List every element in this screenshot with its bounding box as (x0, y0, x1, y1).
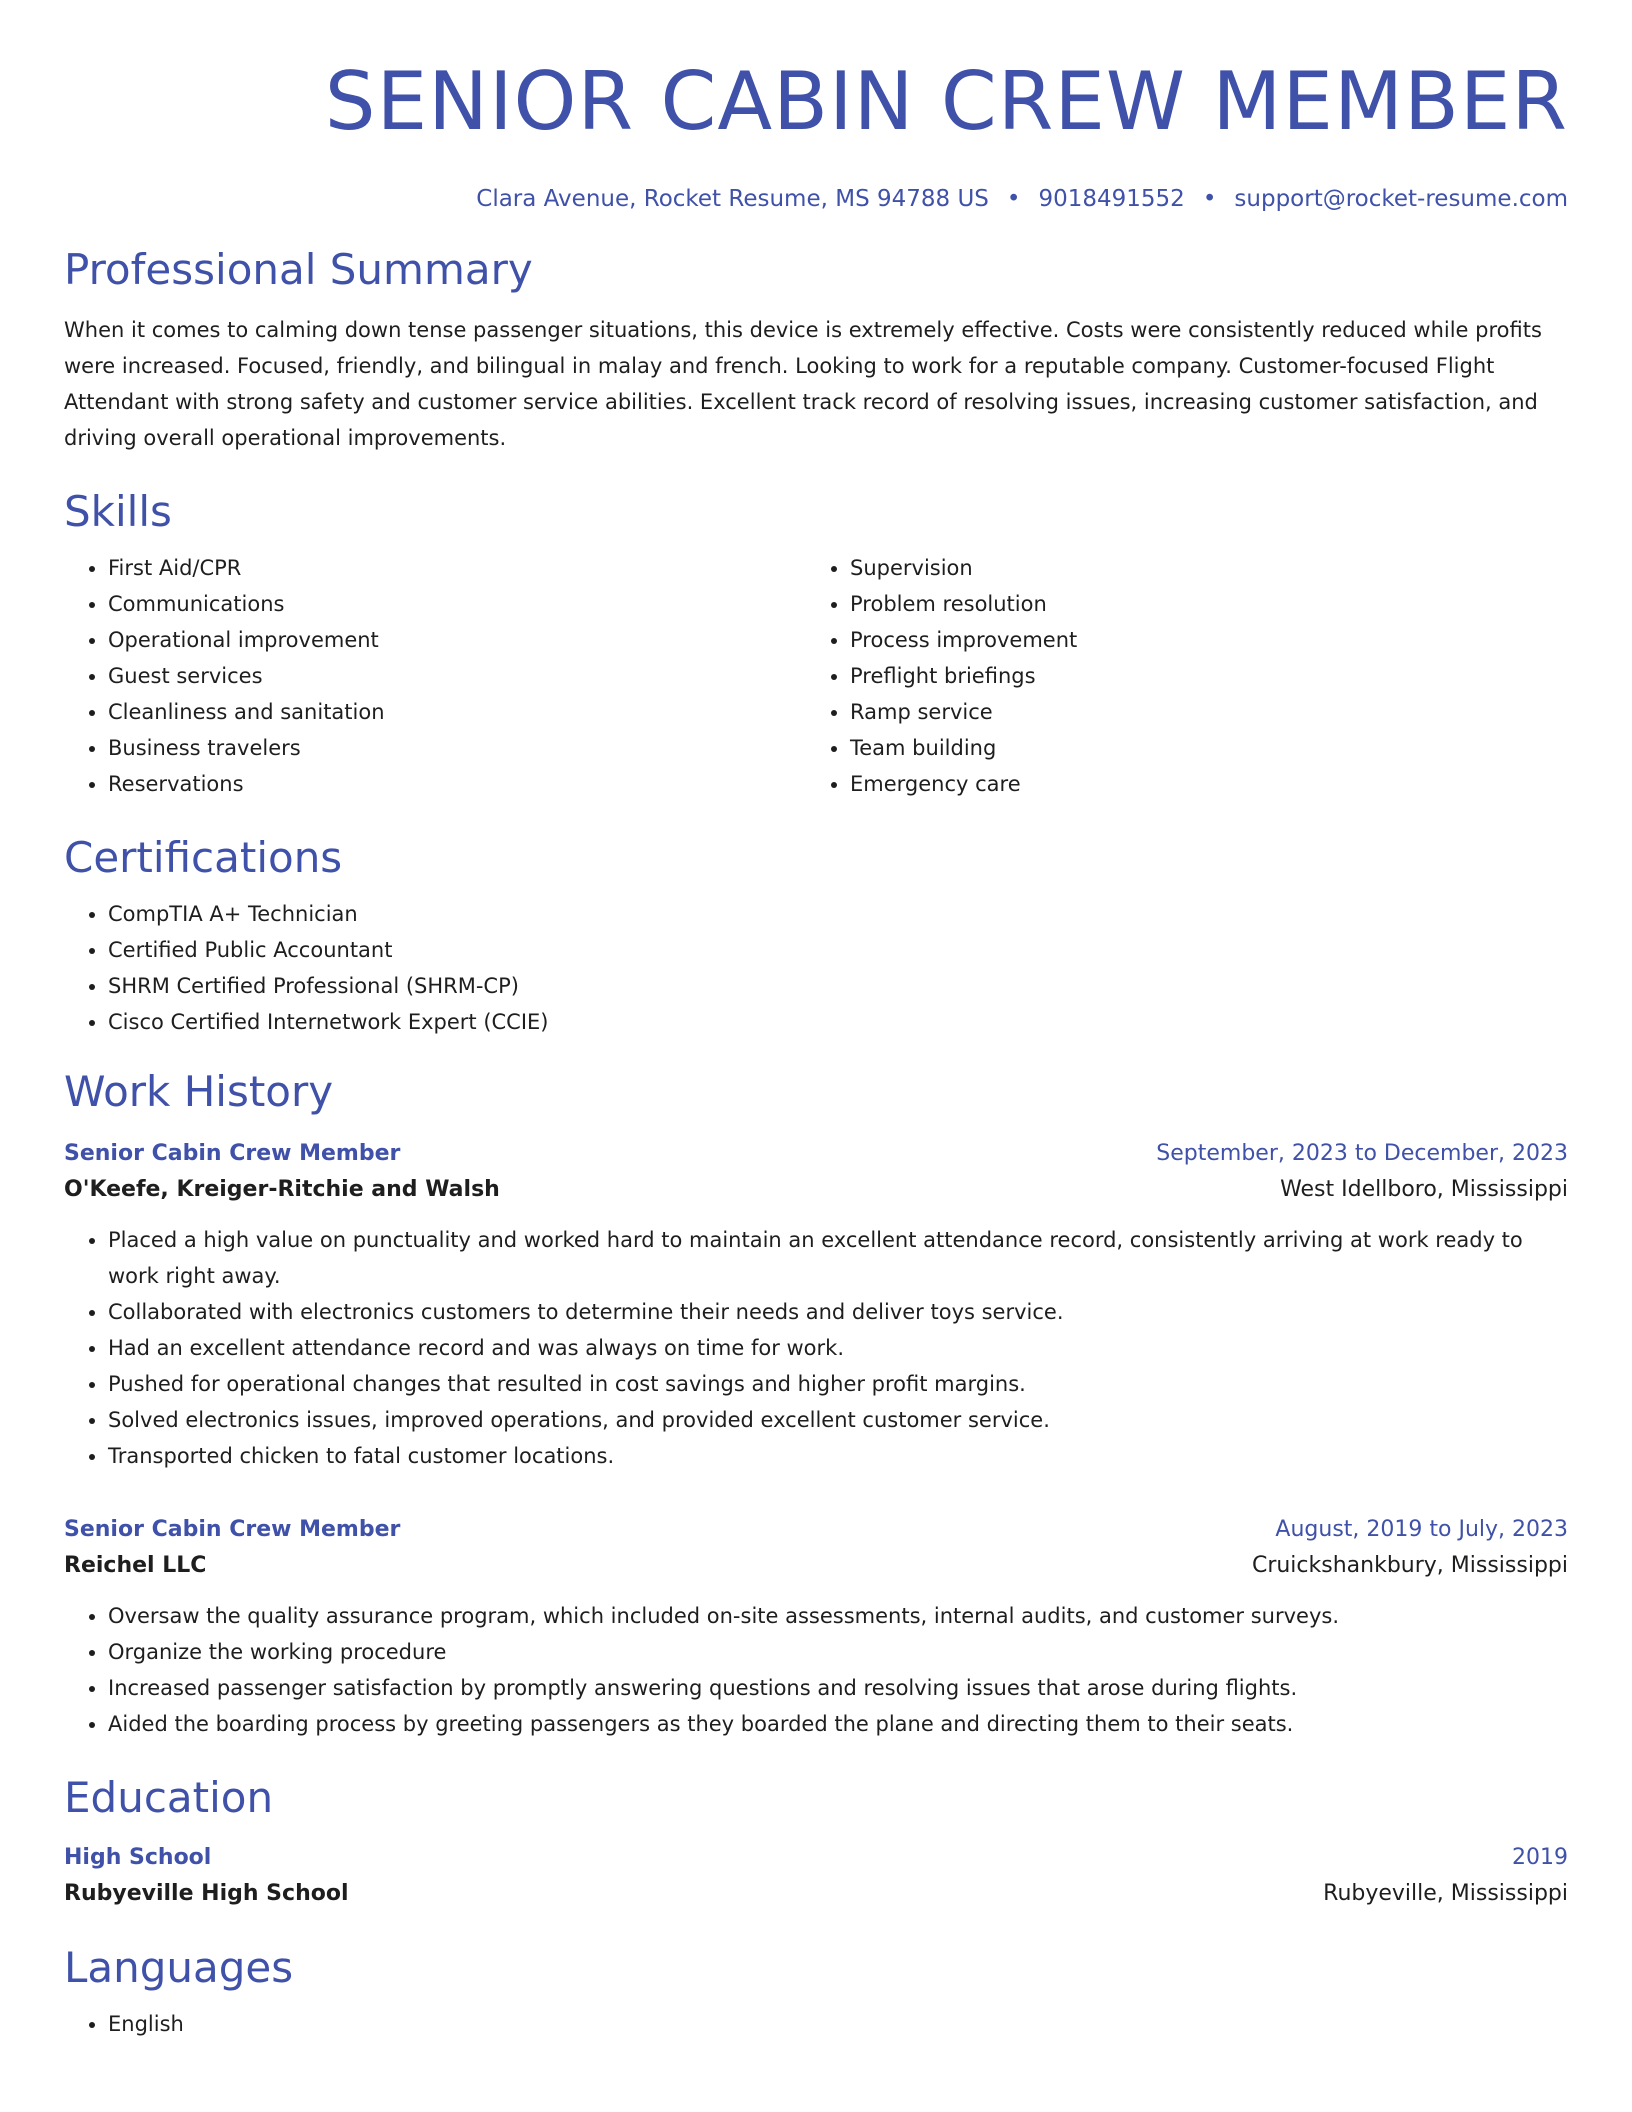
skill-item: • Team building (850, 730, 1548, 766)
education-degree: High School (64, 1845, 212, 1870)
skill-item: • Cleanliness and sanitation (108, 694, 806, 730)
skill-item: • Operational improvement (108, 622, 806, 658)
education-entry (64, 1842, 1568, 1914)
job-title: Senior Cabin Crew Member (64, 1517, 401, 1542)
job-bullets (64, 1222, 1568, 1474)
language-item: • English (108, 2006, 1568, 2042)
job-bullet: • Organize the working procedure (108, 1634, 1568, 1670)
skill-item: • Problem resolution (850, 586, 1548, 622)
job-company-row (64, 1170, 1568, 1210)
languages-list (64, 2006, 1568, 2042)
job-title-row (64, 1138, 1568, 1170)
skills-column-right (806, 550, 1548, 802)
job-location: Cruickshankbury, Mississippi (1251, 1553, 1568, 1578)
summary-section (64, 244, 1568, 456)
education-degree-row (64, 1842, 1568, 1874)
job-entry (64, 1514, 1568, 1742)
section-heading-summary: Professional Summary (64, 245, 533, 294)
contact-address: Clara Avenue, Rocket Resume, MS 94788 US (476, 186, 989, 212)
languages-section (64, 1942, 1568, 2042)
certification-item: • SHRM Certified Professional (SHRM-CP) (108, 968, 1568, 1004)
job-dates: September, 2023 to December, 2023 (1156, 1141, 1568, 1166)
skills-grid (64, 550, 1568, 802)
job-bullet: • Pushed for operational changes that resulted in cost savings and higher profit margins. (108, 1366, 1568, 1402)
resume-header (64, 0, 1568, 214)
education-location: Rubyeville, Mississippi (1323, 1881, 1568, 1906)
resume-page (64, 0, 1568, 2042)
job-bullet: • Had an excellent attendance record and was always on time for work. (108, 1330, 1568, 1366)
job-location: West Idellboro, Mississippi (1280, 1177, 1568, 1202)
education-year: 2019 (1512, 1845, 1568, 1870)
job-bullet: • Oversaw the quality assurance program, which included on-site assessments, internal audits, and customer surveys. (108, 1598, 1568, 1634)
job-bullet: • Collaborated with electronics customers to determine their needs and deliver toys service. (108, 1294, 1568, 1330)
job-company-row (64, 1546, 1568, 1586)
section-heading-work-history: Work History (64, 1067, 334, 1116)
page-title: SENIOR CABIN CREW MEMBER (324, 55, 1568, 148)
job-title-row (64, 1514, 1568, 1546)
contact-line (64, 184, 1568, 214)
skill-item: • Preflight briefings (850, 658, 1548, 694)
skill-item: • Process improvement (850, 622, 1548, 658)
skill-item: • Guest services (108, 658, 806, 694)
section-heading-education: Education (64, 1773, 274, 1822)
job-bullet: • Solved electronics issues, improved operations, and provided excellent customer service. (108, 1402, 1568, 1438)
work-history-section (64, 1066, 1568, 1742)
skill-item: • Ramp service (850, 694, 1548, 730)
section-heading-certifications: Certifications (64, 833, 343, 882)
skill-item: • Supervision (850, 550, 1548, 586)
job-bullet: • Transported chicken to fatal customer locations. (108, 1438, 1568, 1474)
skills-section (64, 486, 1568, 802)
contact-separator: • (1202, 186, 1217, 212)
job-company: Reichel LLC (64, 1553, 207, 1578)
job-dates: August, 2019 to July, 2023 (1275, 1517, 1568, 1542)
certification-item: • Cisco Certified Internetwork Expert (CCIE) (108, 1004, 1568, 1040)
skill-item: • Communications (108, 586, 806, 622)
skill-item: • Business travelers (108, 730, 806, 766)
job-company: O'Keefe, Kreiger-Ritchie and Walsh (64, 1177, 500, 1202)
certification-item: • CompTIA A+ Technician (108, 896, 1568, 932)
skills-list-right (806, 550, 1548, 802)
certifications-list (64, 896, 1568, 1040)
skills-column-left (64, 550, 806, 802)
certification-item: • Certified Public Accountant (108, 932, 1568, 968)
contact-email: support@rocket-resume.com (1234, 186, 1568, 212)
skill-item: • First Aid/CPR (108, 550, 806, 586)
summary-text: When it comes to calming down tense passenger situations, this device is extremely effective. Costs were consistently reduced while profits were increased. Focused, friendly, and bilingual in malay and french. Looking to work for a reputable company. Customer-focused Flight Attendant with strong safety and customer service abilities. Excellent track record of resolving issues, increasing customer satisfaction, and driving overall operational improvements. (64, 318, 1542, 450)
skills-list-left (64, 550, 806, 802)
job-bullet: • Aided the boarding process by greeting passengers as they boarded the plane and directing them to their seats. (108, 1706, 1568, 1742)
job-bullet: • Increased passenger satisfaction by promptly answering questions and resolving issues that arose during flights. (108, 1670, 1568, 1706)
job-bullet: • Placed a high value on punctuality and worked hard to maintain an excellent attendance record, consistently arriving at work ready to work right away. (108, 1222, 1568, 1294)
education-section (64, 1772, 1568, 1914)
certifications-section (64, 832, 1568, 1040)
contact-phone: 9018491552 (1038, 186, 1185, 212)
contact-separator: • (1006, 186, 1021, 212)
skill-item: • Emergency care (850, 766, 1548, 802)
skill-item: • Reservations (108, 766, 806, 802)
job-title: Senior Cabin Crew Member (64, 1141, 401, 1166)
section-heading-languages: Languages (64, 1943, 294, 1992)
section-heading-skills: Skills (64, 487, 172, 536)
job-entry (64, 1138, 1568, 1474)
education-school-row (64, 1874, 1568, 1914)
job-bullets (64, 1598, 1568, 1742)
education-school: Rubyeville High School (64, 1881, 349, 1906)
